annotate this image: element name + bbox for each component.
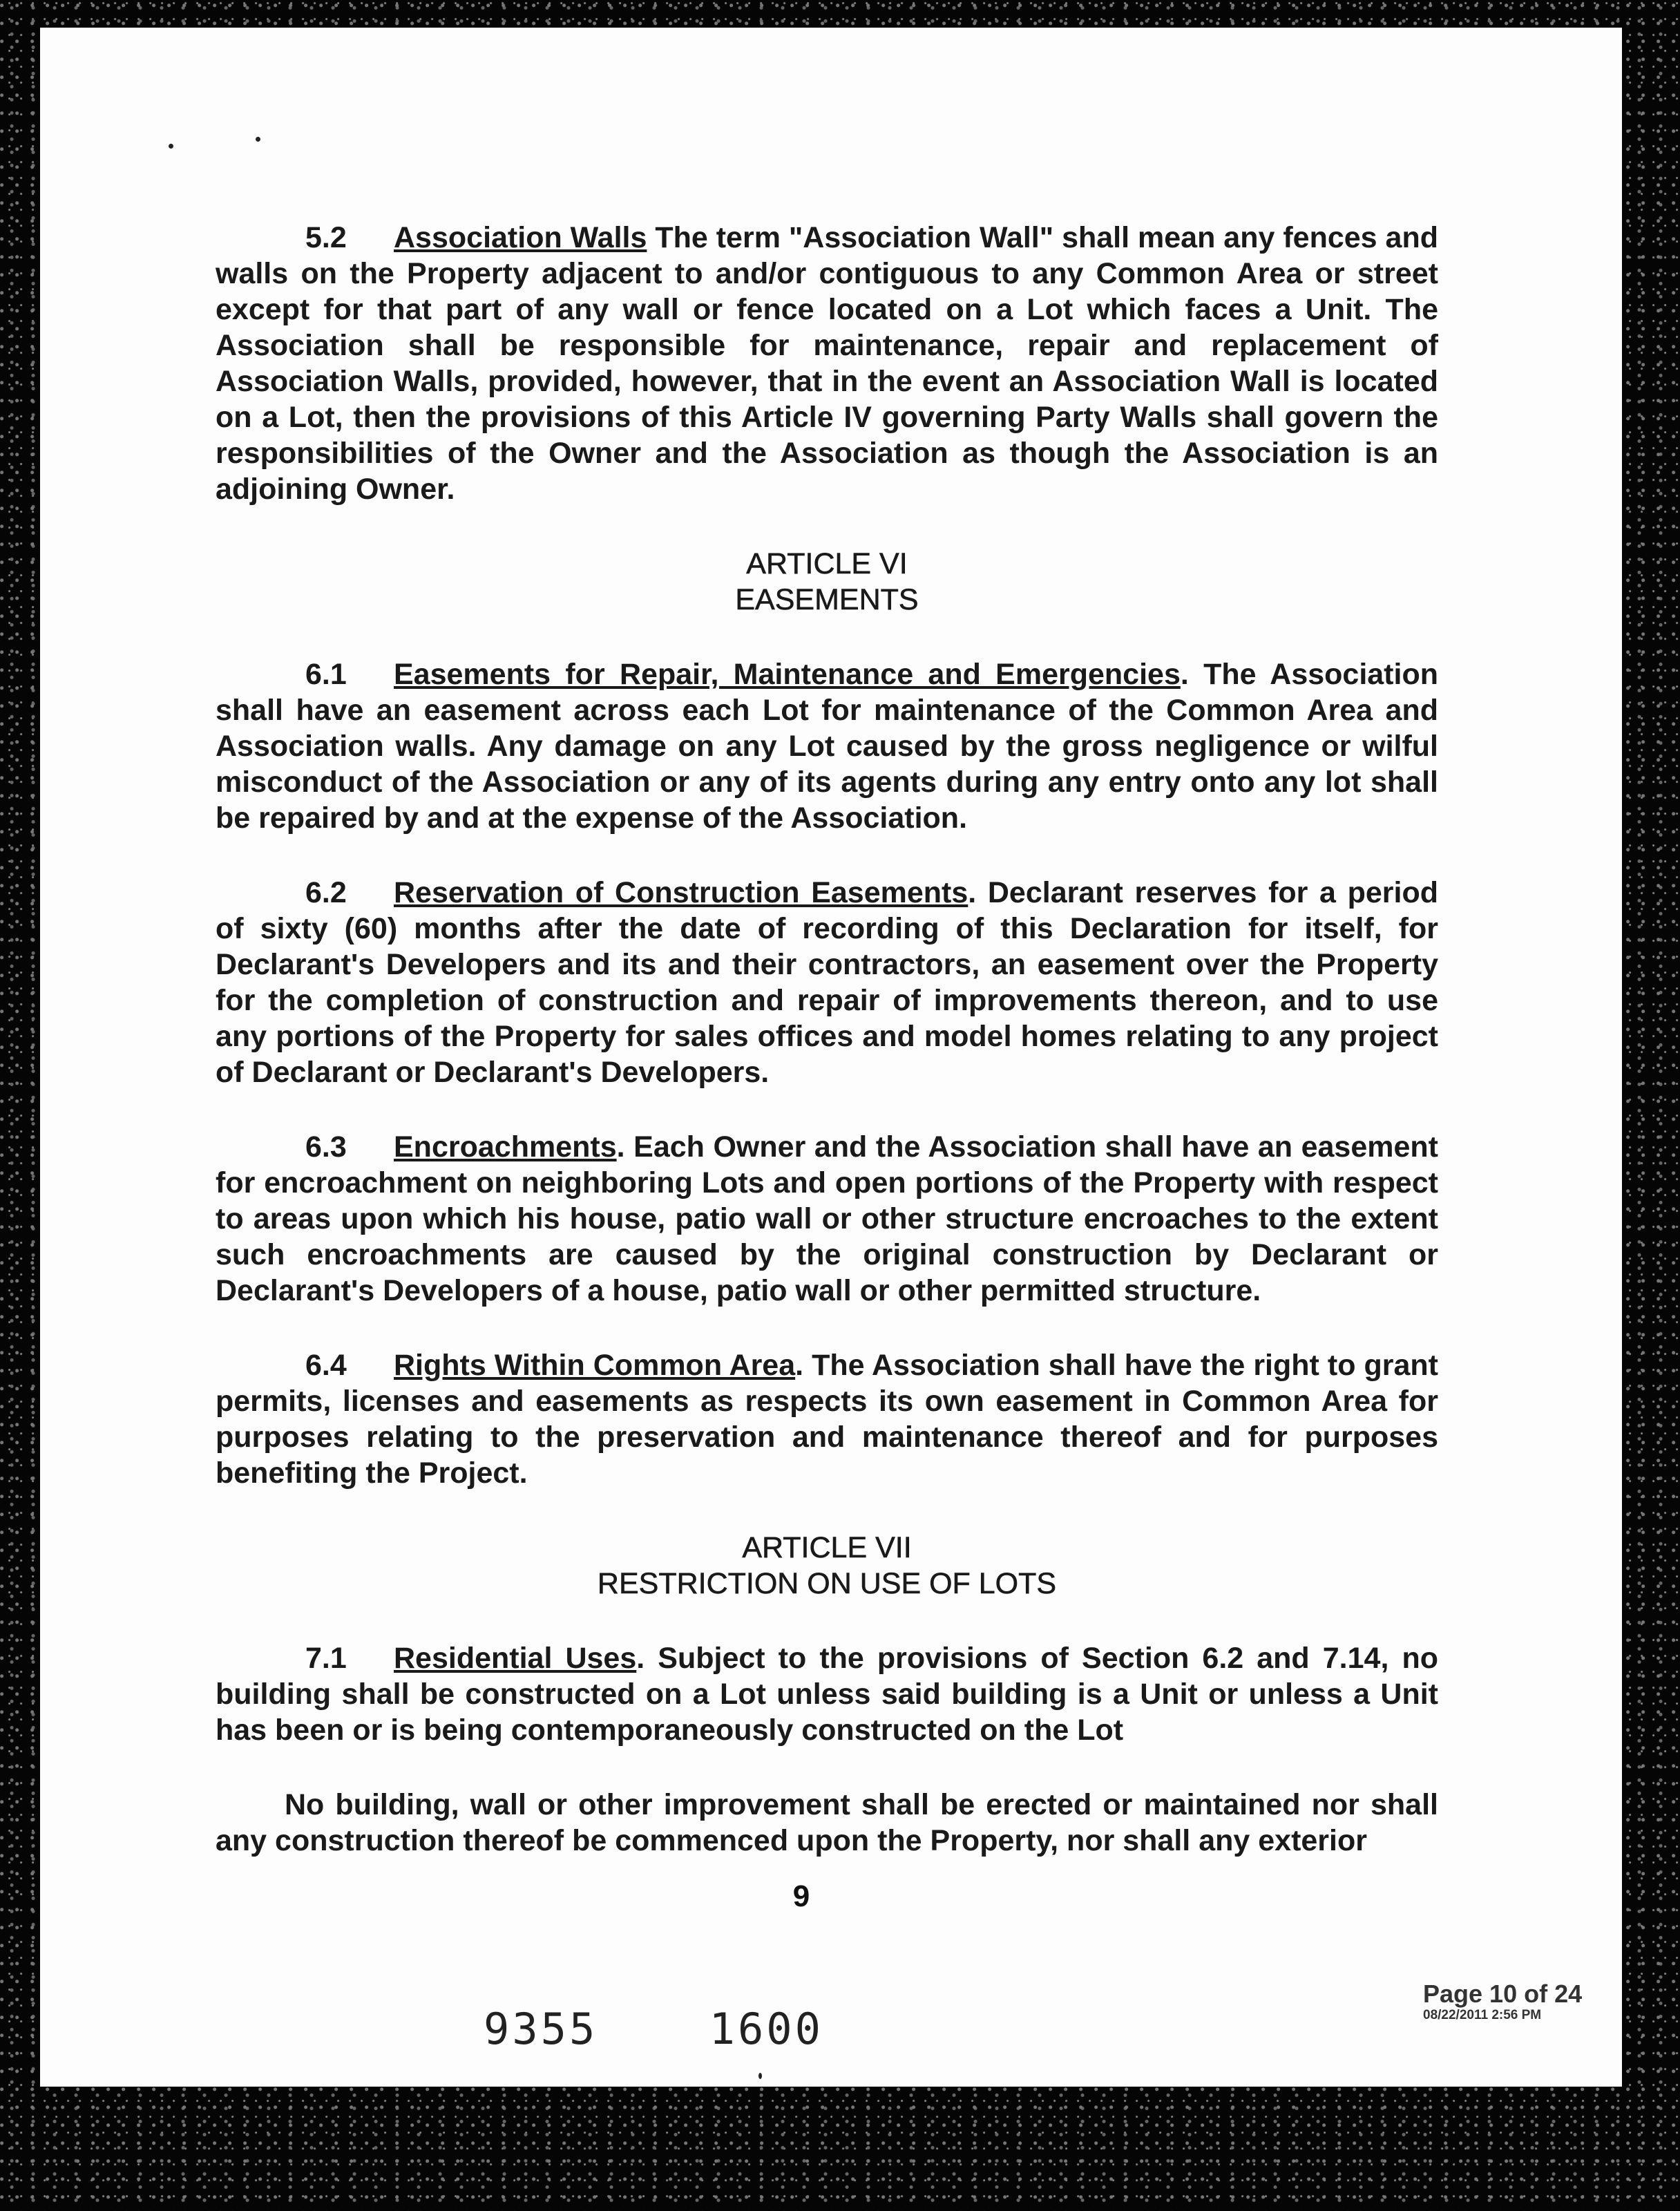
- section-text: . Subject to the provisions of Section 6.2 and 7.14, no building shall be constructed on a Lot unless said building is a Unit or unless a Unit has been or is being contemporaneously constructed on the Lot: [216, 1642, 1439, 1747]
- section-number: 5.2: [305, 221, 347, 254]
- section-heading: Residential Uses: [394, 1642, 637, 1675]
- speck: [758, 2073, 762, 2079]
- article-title: EASEMENTS: [735, 583, 919, 616]
- section-6-4: [216, 1347, 1438, 1491]
- section-heading: Association Walls: [394, 221, 647, 254]
- section-number: 7.1: [305, 1642, 347, 1675]
- section-5-2: [216, 220, 1438, 507]
- article-vii-heading: [216, 1530, 1438, 1602]
- section-heading: Encroachments: [394, 1130, 617, 1164]
- section-6-3: [216, 1129, 1438, 1309]
- speck: [256, 137, 260, 142]
- section-number: 6.4: [305, 1349, 347, 1382]
- page-number: 9: [792, 1879, 810, 1913]
- page-stamp: [1423, 1980, 1582, 2023]
- article-vi-heading: [216, 546, 1438, 618]
- section-heading: Rights Within Common Area: [394, 1349, 796, 1382]
- section-6-1: [216, 656, 1438, 836]
- article-label: ARTICLE VII: [742, 1531, 912, 1564]
- section-number: 6.3: [305, 1130, 347, 1164]
- document-body: [216, 220, 1438, 1897]
- section-number: 6.1: [305, 658, 347, 691]
- closing-paragraph: No building, wall or other improvement shall be erected or maintained nor shall any construction thereof be commenced upon the Property, nor shall any exterior: [216, 1788, 1438, 1857]
- section-text: . The Association shall have an easement across each Lot for maintenance of the Common Area and Association walls. Any damage on any Lot caused by the gross negligence or wilful misconduct of the Association or any of its agents during any entry onto any lot shall be repaired by and at the expense of the Association.: [216, 658, 1438, 835]
- speck: [169, 144, 173, 149]
- section-number: 6.2: [305, 876, 347, 909]
- section-7-1: [216, 1640, 1438, 1748]
- article-title: RESTRICTION ON USE OF LOTS: [597, 1567, 1057, 1600]
- section-text: . Each Owner and the Association shall have an easement for encroachment on neighboring Lots and open portions of the Property with respect to areas upon which his house, patio wall or other structure encroaches to the extent such encroachments are caused by the original construction by Declarant or Declarant's Developers of a house, patio wall or other permitted structure.: [216, 1130, 1438, 1307]
- book-page-stamp: [484, 2004, 823, 2054]
- page-of-label: Page 10 of 24: [1423, 1980, 1583, 2008]
- section-heading: Reservation of Construction Easements: [394, 876, 968, 909]
- book-number: 9355: [484, 2004, 598, 2054]
- section-text: . Declarant reserves for a period of sixty (60) months after the date of recording of this Declaration for itself, for Declarant's Developers and its and their contractors, an easement over the Property for the completion of construction and repair of improvements thereon, and to use any portions of the Property for sales offices and model homes relating to any project of Declarant or Declarant's Developers.: [216, 876, 1438, 1089]
- section-text: The term "Association Wall" shall mean any fences and walls on the Property adjacent to and/or contiguous to any Common Area or street except for that part of any wall or fence located on a Lot which faces a Unit. The Association shall be responsible for maintenance, repair and replacement of Association Walls, provided, however, that in the event an Association Wall is located on a Lot, then the provisions of this Article IV governing Party Walls shall govern the responsibilities of the Owner and the Association as though the Association is an adjoining Owner.: [216, 221, 1438, 506]
- article-label: ARTICLE VI: [746, 547, 908, 580]
- section-heading: Easements for Repair, Maintenance and Emergencies: [394, 658, 1181, 691]
- book-page-number: 1600: [709, 2004, 823, 2054]
- section-6-2: [216, 875, 1438, 1090]
- print-timestamp: 08/22/2011 2:56 PM: [1423, 2008, 1542, 2022]
- section-text: . The Association shall have the right to grant permits, licenses and easements as respects its own easement in Common Area for purposes relating to the preservation and maintenance thereof and for purposes benefiting the Project.: [216, 1349, 1438, 1490]
